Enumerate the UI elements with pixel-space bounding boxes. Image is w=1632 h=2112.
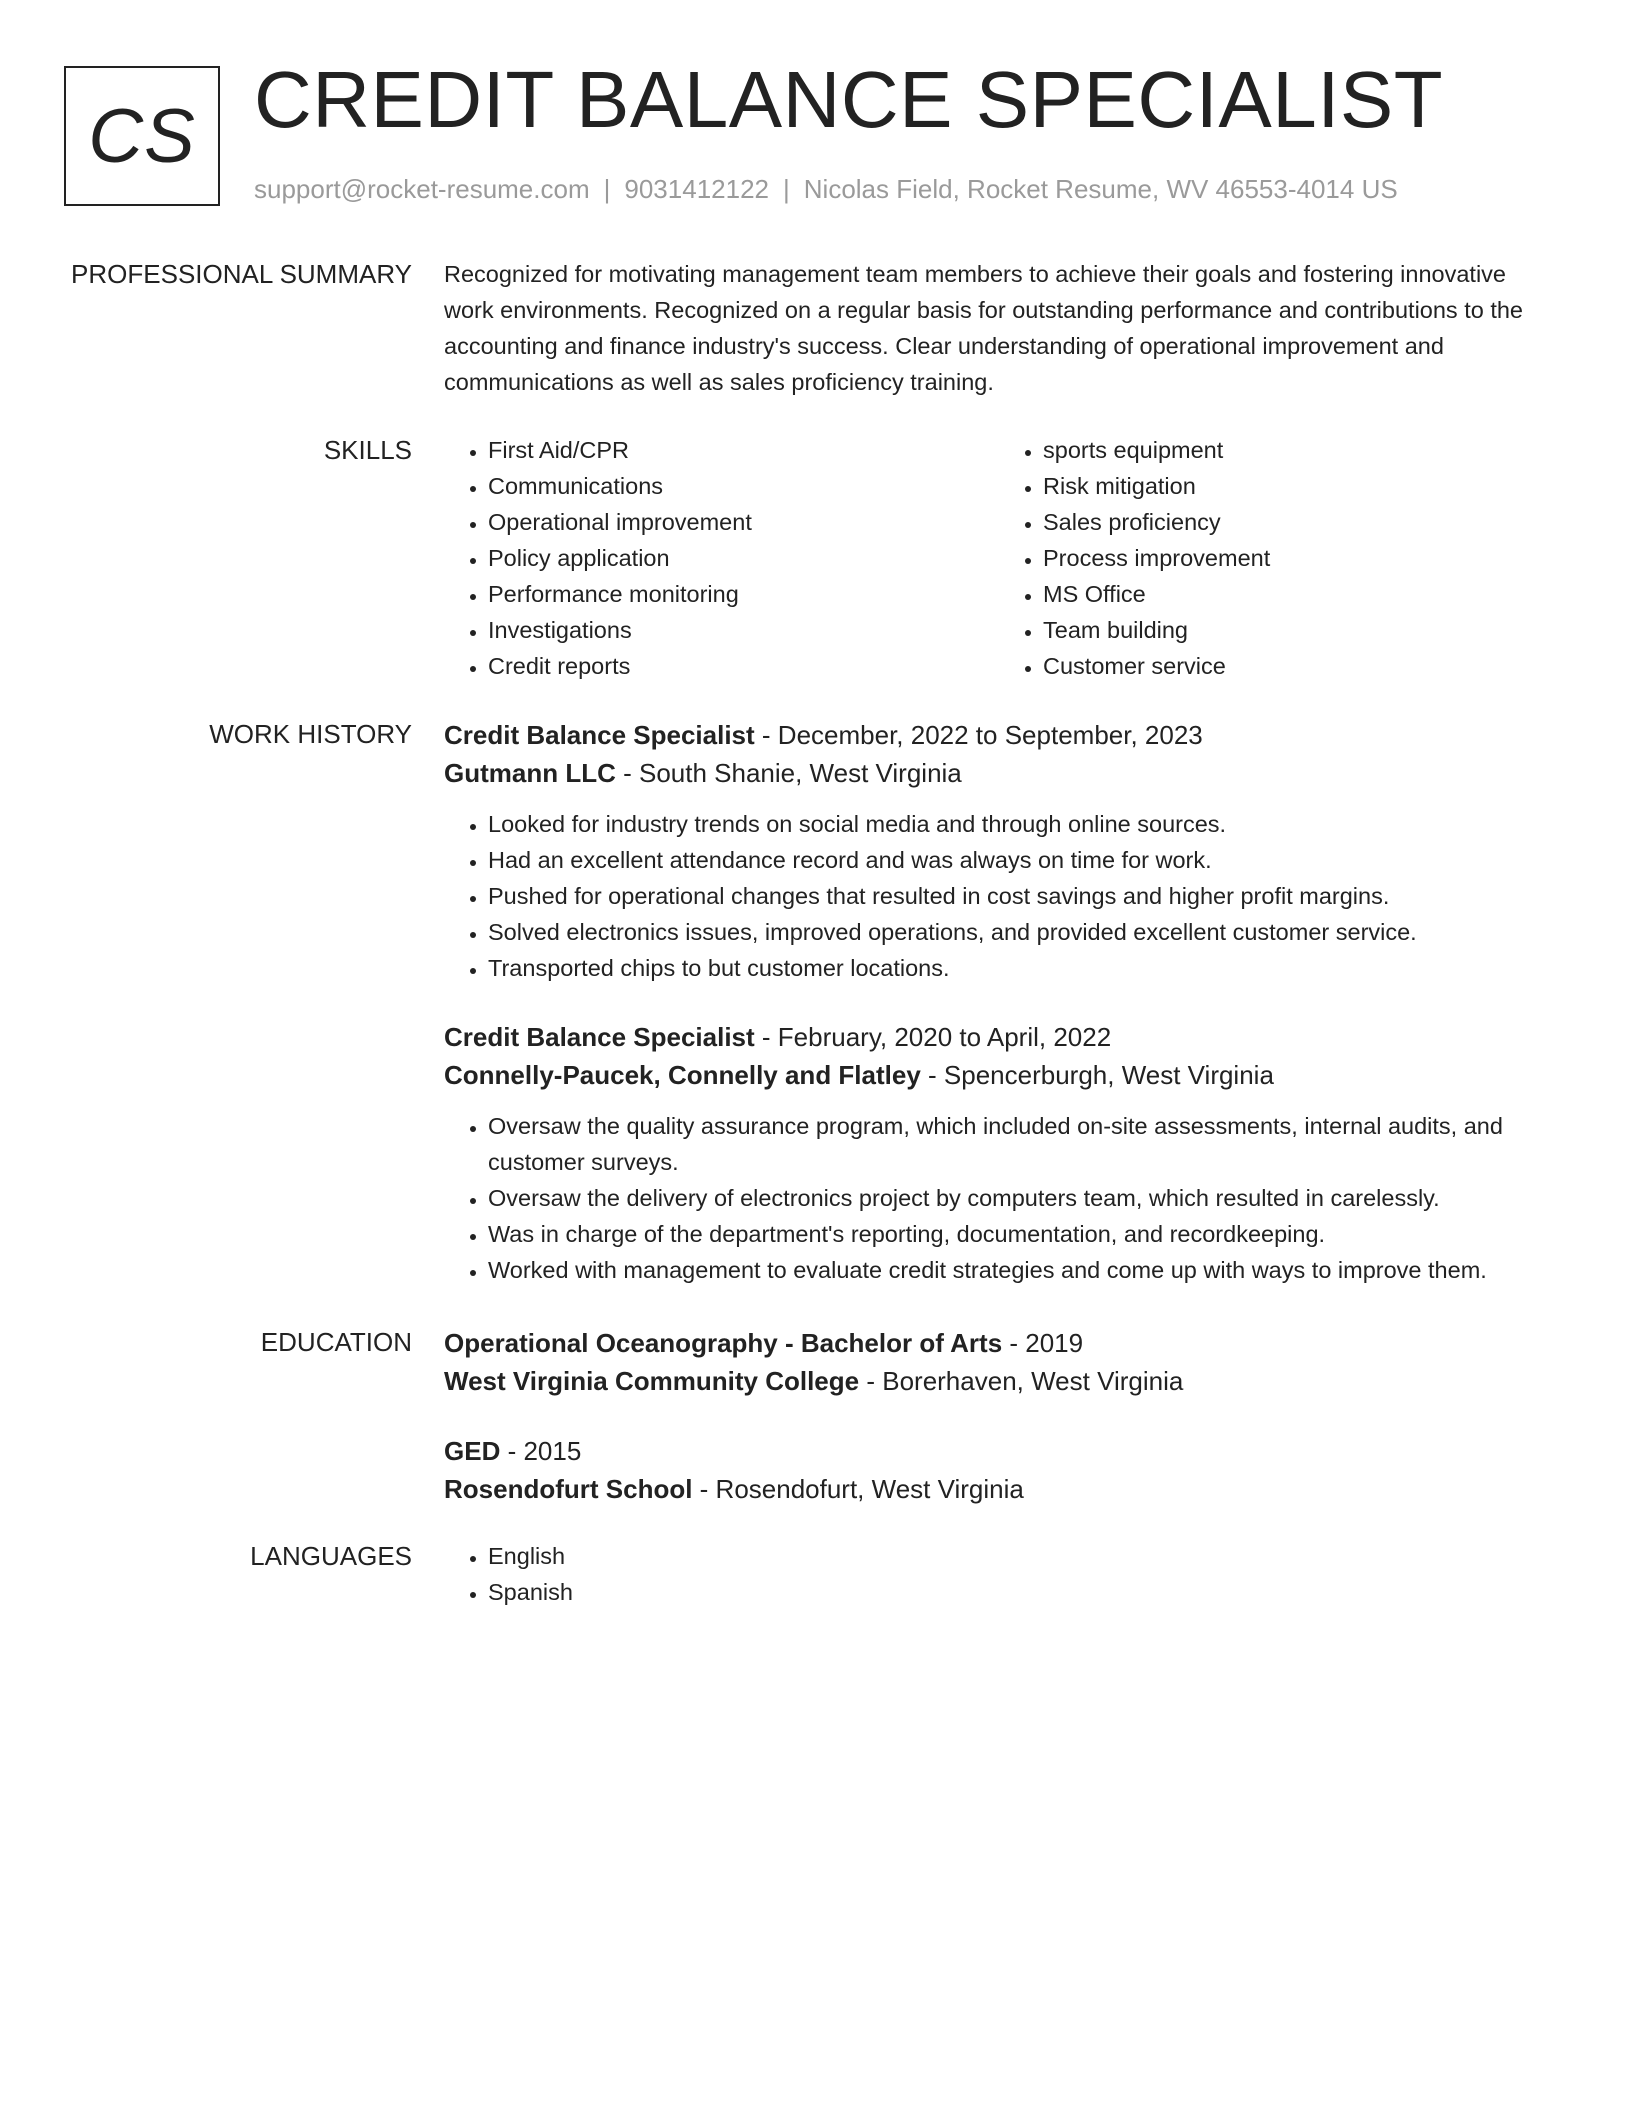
education-entry [444, 1324, 1554, 1400]
monogram-badge: CS [64, 66, 220, 206]
contact-line [254, 172, 1398, 206]
job-location: - South Shanie, West Virginia [615, 758, 962, 788]
degree-name: Operational Oceanography - Bachelor of Arts [444, 1328, 1003, 1358]
skill-item: • Team building [1043, 612, 1554, 648]
duty-item: • Had an excellent attendance record and was always on time for work. [488, 842, 1554, 878]
education-entry [444, 1432, 1554, 1508]
contact-separator: | [603, 174, 611, 204]
skill-item: • Customer service [1043, 648, 1554, 684]
job-company: Connelly-Paucek, Connelly and Flatley [444, 1060, 921, 1090]
page-title: CREDIT BALANCE SPECIALIST [254, 55, 1444, 144]
section-label-languages: LANGUAGES [250, 1541, 412, 1571]
skill-item: • MS Office [1043, 576, 1554, 612]
skill-item: • First Aid/CPR [488, 432, 999, 468]
job-dates: - February, 2020 to April, 2022 [754, 1022, 1112, 1052]
skill-item: • Investigations [488, 612, 999, 648]
duty-item: • Oversaw the delivery of electronics project by computers team, which resulted in carelessly. [488, 1180, 1554, 1216]
degree-year: - 2019 [1002, 1328, 1084, 1358]
degree-line [444, 1432, 1554, 1470]
job-company: Gutmann LLC [444, 758, 616, 788]
phone-number: 9031412122 [624, 174, 769, 204]
job-title: Credit Balance Specialist [444, 720, 755, 750]
skill-item: • Process improvement [1043, 540, 1554, 576]
job-title: Credit Balance Specialist [444, 1022, 755, 1052]
skill-item: • Policy application [488, 540, 999, 576]
contact-separator: | [783, 174, 790, 204]
job-title-line [444, 716, 1554, 754]
school-line [444, 1362, 1554, 1400]
section-label-education: EDUCATION [260, 1327, 412, 1357]
email-link[interactable]: support@rocket-resume.com [254, 174, 590, 204]
skill-item: • Operational improvement [488, 504, 999, 540]
duty-item: • Looked for industry trends on social media and through online sources. [488, 806, 1554, 842]
job-dates: - December, 2022 to September, 2023 [754, 720, 1203, 750]
language-item: • English [488, 1538, 1554, 1574]
degree-year: - 2015 [500, 1436, 582, 1466]
skill-item: • Credit reports [488, 648, 999, 684]
degree-line [444, 1324, 1554, 1362]
duty-item: • Was in charge of the department's reporting, documentation, and recordkeeping. [488, 1216, 1554, 1252]
skill-item: • sports equipment [1043, 432, 1554, 468]
skill-item: • Risk mitigation [1043, 468, 1554, 504]
job-entry [444, 1018, 1554, 1288]
job-duties [444, 806, 1554, 986]
degree-name: GED [444, 1436, 501, 1466]
school-location: - Rosendofurt, West Virginia [692, 1474, 1024, 1504]
address: Nicolas Field, Rocket Resume, WV 46553-4014 US [803, 174, 1398, 204]
section-label-work: WORK HISTORY [209, 719, 412, 749]
language-item: • Spanish [488, 1574, 1554, 1610]
duty-item: • Pushed for operational changes that resulted in cost savings and higher profit margins. [488, 878, 1554, 914]
school-name: West Virginia Community College [444, 1366, 860, 1396]
duty-item: • Oversaw the quality assurance program, which included on-site assessments, internal audits, and customer surveys. [488, 1108, 1554, 1180]
skill-item: • Sales proficiency [1043, 504, 1554, 540]
duty-item: • Worked with management to evaluate credit strategies and come up with ways to improve them. [488, 1252, 1554, 1288]
school-line [444, 1470, 1554, 1508]
job-company-line [444, 1056, 1554, 1094]
section-label-summary: PROFESSIONAL SUMMARY [71, 259, 412, 289]
job-company-line [444, 754, 1554, 792]
skill-item: • Performance monitoring [488, 576, 999, 612]
job-duties [444, 1108, 1554, 1288]
school-name: Rosendofurt School [444, 1474, 693, 1504]
job-entry [444, 716, 1554, 986]
job-title-line [444, 1018, 1554, 1056]
skills-list-right [999, 432, 1554, 684]
skills-list-left [444, 432, 999, 684]
job-location: - Spencerburgh, West Virginia [920, 1060, 1274, 1090]
summary-text: Recognized for motivating management team members to achieve their goals and fostering innovative work environments. Recognized on a regular basis for outstanding performance and contributions to the accounting and finance industry's success. Clear understanding of operational improvement and communications as well as sales proficiency training. [444, 261, 1524, 395]
section-label-skills: SKILLS [323, 435, 412, 465]
duty-item: • Solved electronics issues, improved operations, and provided excellent customer service. [488, 914, 1554, 950]
languages-list [444, 1538, 1554, 1610]
skill-item: • Communications [488, 468, 999, 504]
duty-item: • Transported chips to but customer locations. [488, 950, 1554, 986]
school-location: - Borerhaven, West Virginia [859, 1366, 1184, 1396]
